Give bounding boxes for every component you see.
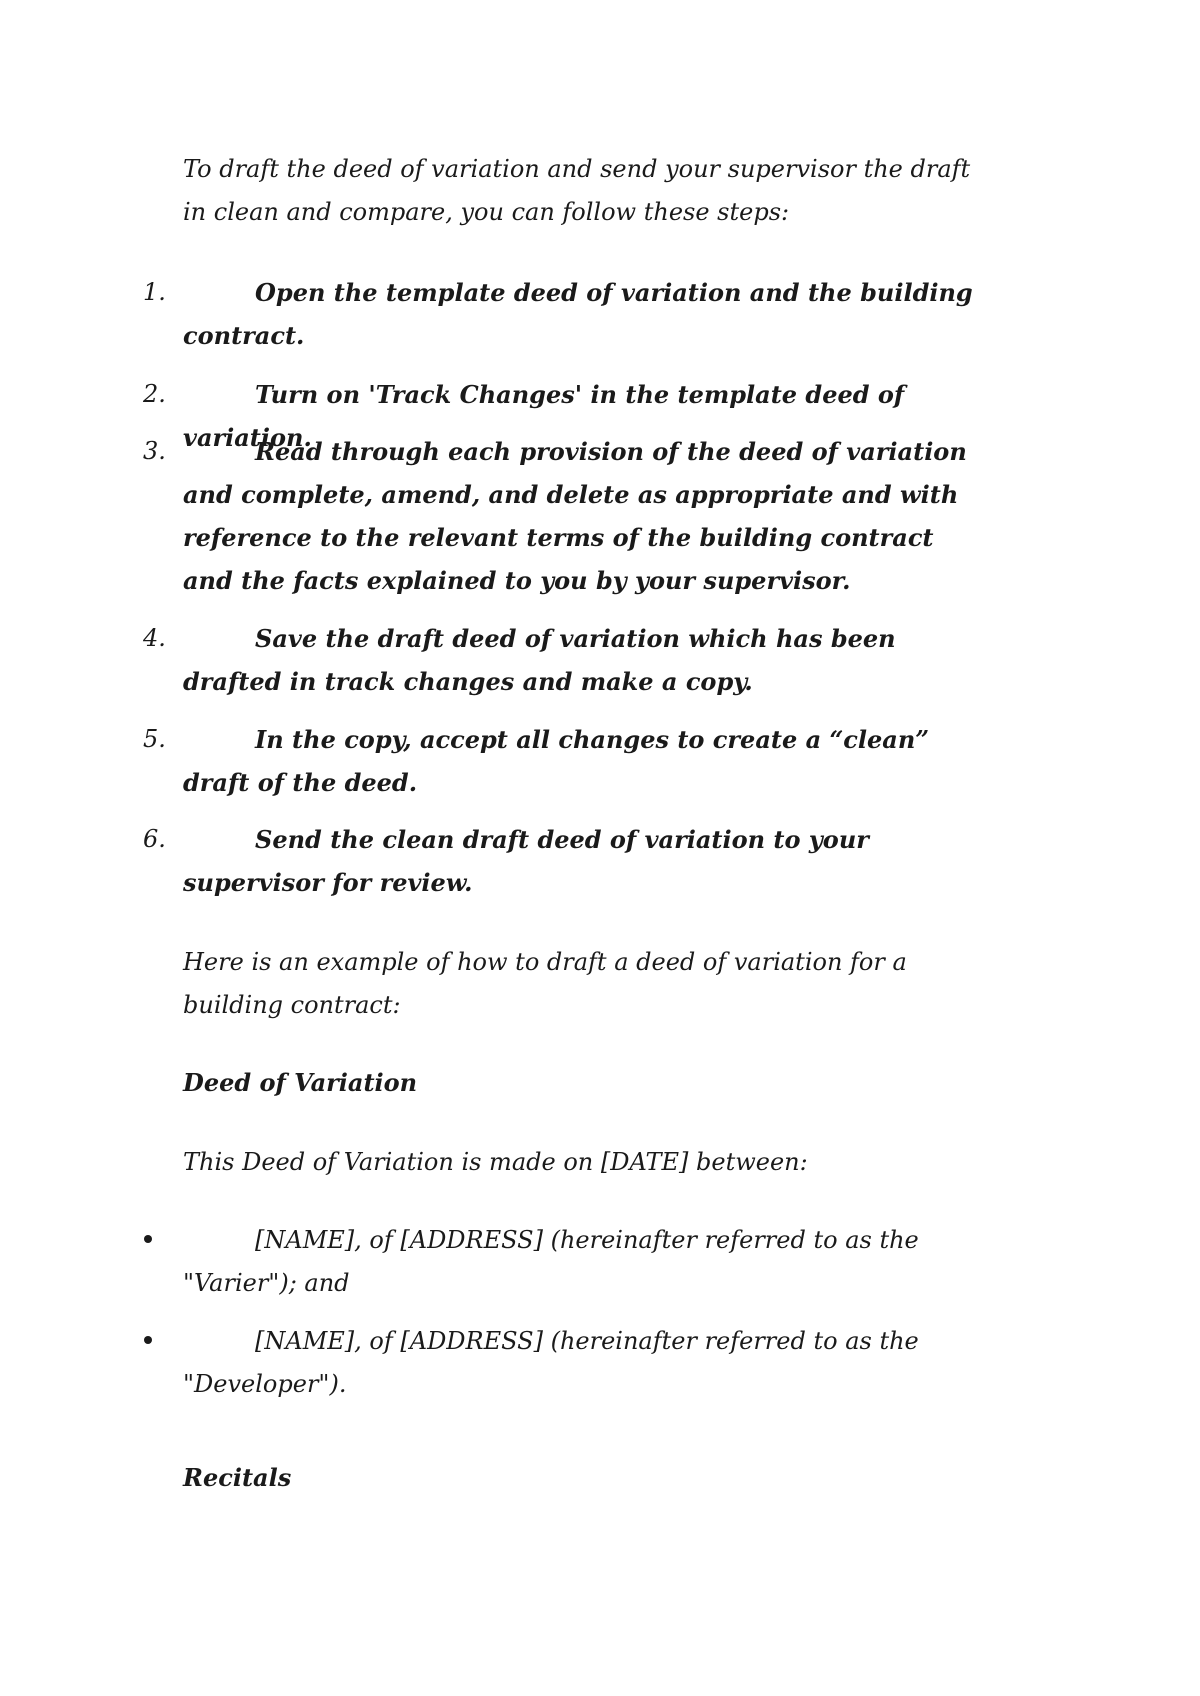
party-text: [NAME], of [ADDRESS] (hereinafter referred to as the "Developer"). [183, 1327, 919, 1398]
step-number: 4. [143, 624, 166, 652]
step-text: Turn on 'Track Changes' in the template deed of variation. [183, 380, 905, 452]
deed-title-heading: Deed of Variation [183, 1068, 418, 1097]
step-number: 6. [143, 825, 166, 853]
step-text: Save the draft deed of variation which has been drafted in track changes and make a copy. [183, 624, 896, 696]
intro-paragraph: To draft the deed of variation and send your supervisor the draft in clean and compare, you can follow these steps: [183, 155, 971, 226]
bullet-icon [144, 1336, 152, 1344]
made-on-paragraph: This Deed of Variation is made on [DATE] between: [183, 1148, 808, 1176]
party-text: [NAME], of [ADDRESS] (hereinafter referred to as the "Varier"); and [183, 1226, 919, 1297]
step-number: 3. [143, 437, 166, 465]
step-number: 5. [143, 725, 166, 753]
step-text: In the copy, accept all changes to create a “clean” draft of the deed. [183, 725, 930, 797]
step-text: Send the clean draft deed of variation to your supervisor for review. [183, 825, 869, 897]
recitals-heading: Recitals [183, 1463, 292, 1492]
step-text: Read through each provision of the deed of variation and complete, amend, and delete as appropriate and with reference to the relevant terms of the building contract and the facts explained to you by your supervisor. [183, 437, 967, 595]
step-text: Open the template deed of variation and the building contract. [183, 278, 973, 350]
step-number: 2. [143, 380, 166, 408]
step-number: 1. [143, 278, 166, 306]
example-intro-paragraph: Here is an example of how to draft a deed of variation for a building contract: [183, 948, 907, 1019]
bullet-icon [144, 1235, 152, 1243]
